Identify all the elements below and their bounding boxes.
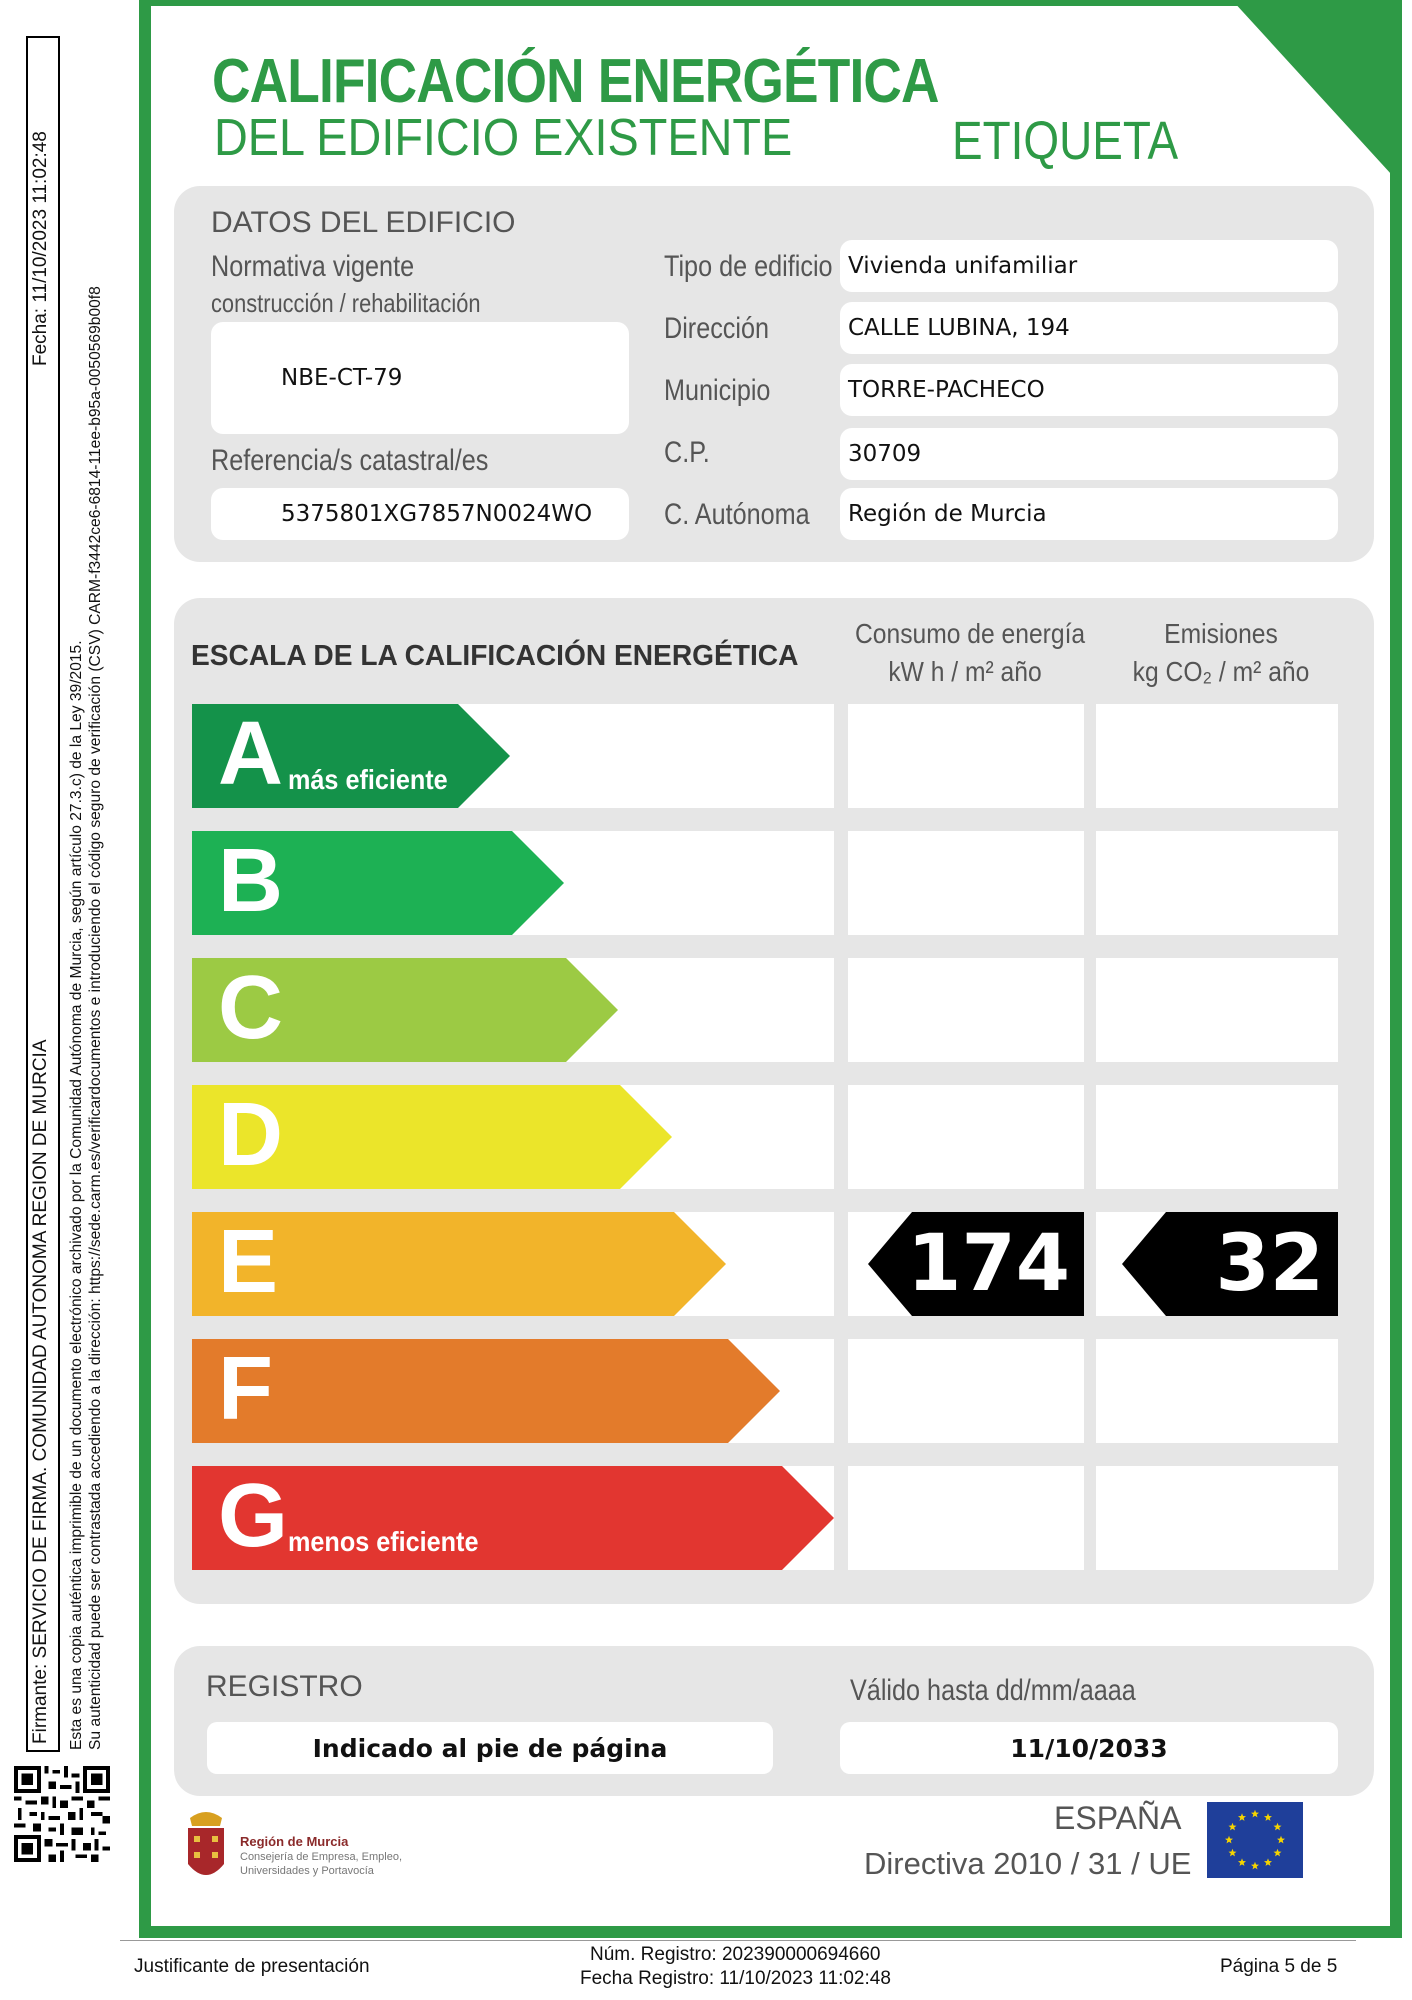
normativa-label-1: Normativa vigente	[211, 250, 415, 283]
justificante-text: Justificante de presentación	[134, 1956, 370, 1977]
firmante-text: Firmante: SERVICIO DE FIRMA. COMUNIDAD AUTONOMA REGION DE MURCIA	[30, 1039, 51, 1744]
title-calificacion: CALIFICACIÓN ENERGÉTICA	[212, 47, 939, 116]
energy-class-letter: F	[218, 1339, 273, 1439]
municipio-label: Municipio	[664, 374, 771, 407]
consumo-cell	[848, 1339, 1084, 1443]
energy-class-letter: D	[218, 1085, 283, 1185]
fecha-registro-text: Fecha Registro: 11/10/2023 11:02:48	[580, 1968, 891, 1989]
normativa-value: NBE-CT-79	[211, 322, 629, 434]
directiva-label: Directiva 2010 / 31 / UE	[864, 1846, 1192, 1881]
logo-consejeria-1: Consejería de Empresa, Empleo,	[240, 1851, 403, 1863]
energy-class-bar-e	[192, 1212, 726, 1316]
energy-class-subtitle: menos eficiente	[288, 1526, 479, 1557]
consumo-rating-arrow-value: 174	[907, 1219, 1070, 1309]
consumo-rating-arrow	[868, 1212, 1084, 1316]
energy-class-letter: C	[218, 958, 283, 1058]
eu-flag-icon	[1207, 1802, 1303, 1878]
direccion-value: CALLE LUBINA, 194	[840, 302, 1338, 354]
tipo-edificio-value: Vivienda unifamiliar	[840, 240, 1338, 292]
municipio-value: TORRE-PACHECO	[840, 364, 1338, 416]
cp-label: C.P.	[664, 436, 710, 469]
autonoma-label: C. Autónoma	[664, 498, 810, 531]
energy-scale-title: ESCALA DE LA CALIFICACIÓN ENERGÉTICA	[191, 640, 799, 672]
consumo-cell	[848, 704, 1084, 808]
csv-verification-text: Su autenticidad puede ser contrastada accediendo a la dirección: https://sede.carm.es/verificardocumentos e introduciendo el código seguro de verificación (CSV) CARM-f3442ce6-6814-11ee-b95a-0050569b00f8	[87, 286, 104, 1750]
energy-class-letter: B	[218, 831, 283, 931]
etiqueta-label: ETIQUETA	[952, 111, 1179, 171]
energy-class-bar-c	[192, 958, 618, 1062]
registro-value: Indicado al pie de página	[207, 1722, 773, 1774]
qr-code-icon	[14, 1766, 110, 1862]
valido-hasta-label: Válido hasta dd/mm/aaaa	[850, 1674, 1136, 1707]
emisiones-header-2: kg CO₂ / m² año	[1132, 656, 1310, 687]
copia-autentica-text: Esta es una copia auténtica imprimible de un documento electrónico archivado por la Comunidad Autónoma de Murcia, según artículo 27.3.c) de la Ley 39/2015.	[68, 640, 85, 1750]
energy-class-bar-g	[192, 1466, 834, 1570]
tipo-edificio-label: Tipo de edificio	[664, 250, 833, 283]
registro-label: REGISTRO	[206, 1670, 363, 1703]
energy-class-bar-d	[192, 1085, 672, 1189]
referencia-label: Referencia/s catastral/es	[211, 444, 489, 477]
energy-class-letter: E	[218, 1212, 279, 1312]
emisiones-rating-arrow	[1122, 1212, 1338, 1316]
valido-hasta-value: 11/10/2033	[840, 1722, 1338, 1774]
building-data-title: DATOS DEL EDIFICIO	[211, 206, 516, 239]
emisiones-header-1: Emisiones	[1164, 618, 1278, 649]
consumo-header-2: kW h / m² año	[888, 656, 1042, 687]
footer-divider	[120, 1940, 1356, 1941]
emisiones-cell	[1096, 1466, 1338, 1570]
logo-consejeria-2: Universidades y Portavocía	[240, 1865, 374, 1877]
logo-region-murcia: Región de Murcia	[240, 1834, 349, 1849]
consumo-cell	[848, 958, 1084, 1062]
consumo-header-1: Consumo de energía	[855, 618, 1086, 649]
pagina-text: Página 5 de 5	[1220, 1956, 1338, 1977]
consumo-cell	[848, 831, 1084, 935]
autonoma-value: Región de Murcia	[840, 488, 1338, 540]
cp-value: 30709	[840, 428, 1338, 480]
referencia-value: 5375801XG7857N0024WO	[211, 488, 629, 540]
emisiones-rating-arrow-value: 32	[1215, 1219, 1324, 1309]
fecha-firma-text: Fecha: 11/10/2023 11:02:48	[30, 131, 51, 366]
espana-label: ESPAÑA	[1054, 1800, 1182, 1836]
direccion-label: Dirección	[664, 312, 770, 345]
num-registro-text: Núm. Registro: 202390000694660	[590, 1944, 881, 1965]
energy-class-bar-b	[192, 831, 564, 935]
emisiones-cell	[1096, 1085, 1338, 1189]
energy-class-letter: G	[218, 1466, 289, 1566]
emisiones-cell	[1096, 831, 1338, 935]
energy-class-letter: A	[218, 704, 283, 804]
emisiones-cell	[1096, 1339, 1338, 1443]
energy-class-subtitle: más eficiente	[288, 764, 448, 795]
consumo-cell	[848, 1085, 1084, 1189]
energy-class-bar-a	[192, 704, 510, 808]
consumo-cell	[848, 1466, 1084, 1570]
green-corner-triangle	[1232, 0, 1402, 186]
emisiones-cell	[1096, 958, 1338, 1062]
region-murcia-coat-of-arms-icon	[184, 1808, 228, 1888]
normativa-label-2: construcción / rehabilitación	[211, 288, 481, 318]
energy-class-bar-f	[192, 1339, 780, 1443]
title-edificio-existente: DEL EDIFICIO EXISTENTE	[214, 109, 793, 167]
emisiones-cell	[1096, 704, 1338, 808]
